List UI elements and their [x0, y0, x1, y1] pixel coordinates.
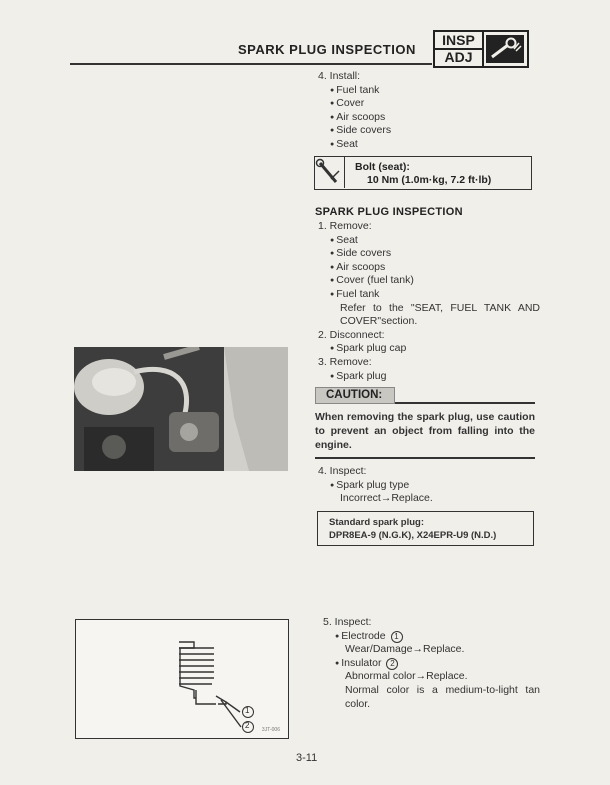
- install-item: ● Seat: [315, 138, 540, 152]
- spec-label: Standard spark plug:: [329, 517, 425, 528]
- spark-plug-drawing: [76, 620, 287, 737]
- remove-heading: 1. Remove:: [318, 220, 372, 232]
- badge-adj: ADJ: [444, 49, 473, 65]
- torque-label: Bolt (seat):: [355, 161, 410, 173]
- install-item: ● Cover: [315, 97, 540, 111]
- callout-2: 2: [245, 721, 250, 730]
- remove-block: [315, 220, 540, 383]
- callout-1-ref: 1: [391, 631, 403, 643]
- inspect5-block: [320, 616, 540, 711]
- install-heading: 4. Install:: [318, 70, 361, 82]
- remove-item: ● Fuel tank: [315, 288, 540, 302]
- disconnect-item: ● Spark plug cap: [315, 342, 540, 356]
- inspect4-item: ● Spark plug type: [315, 479, 540, 493]
- section-title: SPARK PLUG INSPECTION: [315, 206, 463, 218]
- electrode-item: [320, 630, 540, 644]
- engine-photo: [74, 347, 288, 471]
- callout-1: 1: [245, 706, 250, 715]
- electrode-result: Wear/Damage→Replace.: [345, 643, 465, 656]
- inspect5-heading: 5. Inspect:: [323, 616, 372, 628]
- page-number: 3-11: [296, 752, 318, 764]
- inspect4-block: [315, 465, 540, 506]
- badge-text: [435, 32, 484, 66]
- inspect4-result: Incorrect→Replace.: [340, 492, 433, 505]
- spec-value: DPR8EA-9 (N.G.K), X24EPR-U9 (N.D.): [329, 530, 497, 541]
- disconnect-heading: 2. Disconnect:: [318, 328, 385, 341]
- section-badge: [433, 30, 529, 68]
- insulator-item: [320, 657, 540, 671]
- torque-spec-box: [314, 156, 532, 190]
- badge-insp: INSP: [435, 32, 482, 50]
- inspect4-heading: 4. Inspect:: [318, 465, 367, 477]
- wrench-icon: [486, 35, 524, 63]
- caution-rule: [395, 402, 535, 404]
- caution-text: When removing the spark plug, use caution to prevent an object from falling into the engine.: [315, 411, 535, 452]
- install-item: ● Air scoops: [315, 111, 540, 125]
- remove-item: ● Seat: [315, 234, 540, 248]
- caution-rule-bottom: [315, 457, 535, 459]
- insulator-label: Insulator: [341, 656, 382, 669]
- electrode-label: Electrode: [341, 629, 386, 642]
- install-item: ● Fuel tank: [315, 84, 540, 98]
- remove-item: ● Side covers: [315, 247, 540, 261]
- remove-item: ● Air scoops: [315, 261, 540, 275]
- remove3-heading: 3. Remove:: [318, 355, 372, 368]
- install-block: [315, 70, 540, 152]
- page-title: SPARK PLUG INSPECTION: [238, 42, 416, 57]
- caution-label: CAUTION:: [315, 387, 395, 404]
- spark-plug-diagram: [75, 619, 289, 739]
- spark-plug-spec-box: [317, 511, 534, 546]
- torque-value: 10 Nm (1.0m·kg, 7.2 ft·lb): [367, 174, 492, 186]
- figure-code: 3JT-006: [261, 727, 280, 733]
- remove-note: Refer to the "SEAT, FUEL TANK AND COVER"section.: [340, 301, 540, 328]
- remove-item: ● Cover (fuel tank): [315, 274, 540, 288]
- insulator-result-normal: Normal color is a medium-to-light tan color.: [345, 683, 540, 710]
- remove3-item: ● Spark plug: [315, 370, 540, 384]
- install-item: ● Side covers: [315, 124, 540, 138]
- torque-wrench-icon: [315, 157, 345, 188]
- insulator-result-abnormal: Abnormal color→Replace.: [345, 670, 468, 683]
- header-rule: [70, 63, 432, 65]
- callout-2-ref: 2: [386, 658, 398, 670]
